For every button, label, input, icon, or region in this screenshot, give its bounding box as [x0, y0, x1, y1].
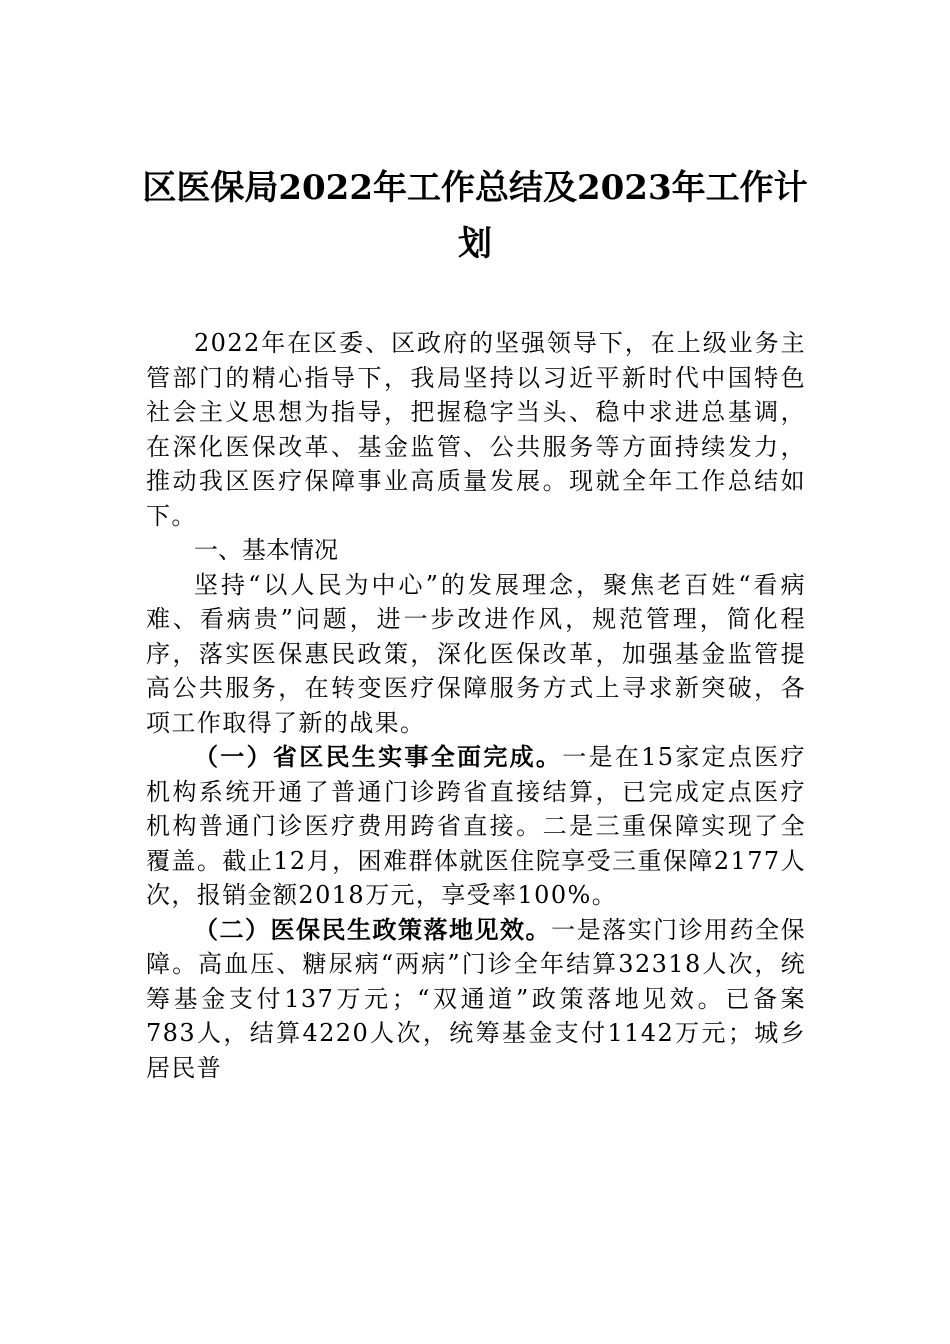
subsection-text-1: 一是在15家定点医疗机构系统开通了普通门诊跨省直接结算，已完成定点医疗机构普通门诊医疗费用跨省直接。二是三重保障实现了全覆盖。截止12月，困难群体就医住院享受三重保障2177人次，报销金额2018万元，享受率100%。 — [146, 743, 806, 909]
document-body — [146, 326, 806, 1085]
intro-paragraph — [146, 326, 806, 533]
subsection-paragraph-2 — [146, 913, 806, 1086]
subsection-lead-2: （二）医保民生政策落地见效。 — [194, 914, 552, 944]
subsection-lead-1: （一）省区民生实事全面完成。 — [194, 742, 563, 771]
document-title: 区医保局2022年工作总结及2023年工作计划 — [142, 168, 808, 264]
basic-situation-paragraph-text: 坚持“以人民为中心”的发展理念，聚焦老百姓“看病难、看病贵”问题，进一步改进作风，规范管理，简化程序，落实医保惠民政策，深化医保改革，加强基金监管提高公共服务，在转变医疗保障服务方式上寻求新突破，各项工作取得了新的战果。 — [146, 570, 806, 737]
basic-situation-paragraph — [146, 568, 806, 741]
subsection-text-2: 一是落实门诊用药全保障。高血压、糖尿病“两病”门诊全年结算32318人次，统筹基金支付137万元；“双通道”政策落地见效。已备案783人，结算4220人次，统筹基金支付1142万元；城乡居民普 — [146, 915, 806, 1082]
section-heading-basic-situation: 一、基本情况 — [194, 536, 338, 564]
subsection-paragraph-1 — [146, 740, 806, 913]
intro-paragraph-text: 2022年在区委、区政府的坚强领导下，在上级业务主管部门的精心指导下，我局坚持以习近平新时代中国特色社会主义思想为指导，把握稳字当头、稳中求进总基调，在深化医保改革、基金监管、公共服务等方面持续发力，推动我区医疗保障事业高质量发展。现就全年工作总结如下。 — [146, 329, 806, 530]
